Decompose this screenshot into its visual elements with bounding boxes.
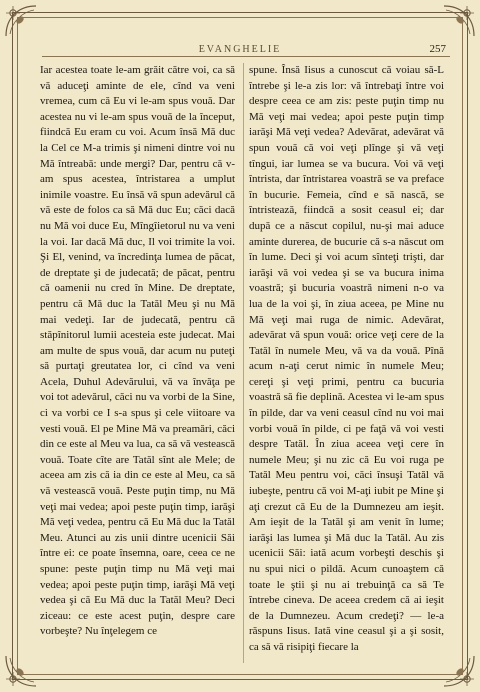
corner-ornament-icon [4, 4, 38, 38]
corner-ornament-icon [442, 654, 476, 688]
column-text: Iar acestea toate le-am grăit către voi, ca să vă aduceţi aminte de ele, cînd va veni vremea, cum că Eu vi le-am spus vouă. Dar acestea nu vi le-am spus vouă de la început, fiindcă Eu eram cu voi. Acum însă Mă duc la Cel ce M-a trimis şi nimeni dintre voi nu Mă întreabă: unde mergi? Dar, pentru că v-am spus acestea, întristarea a umplut inimile voastre. Eu însă vă spun adevărul că vă este de folos ca să Mă duc Eu; căci dacă nu Mă voi duce Eu, Mîngîietorul nu va veni la voi. Iar dacă Mă duc, Il voi trimite la voi. Şi El, venind, va încredinţa lumea de păcat, de dreptate şi de judecată; de păcat, pentru că oamenii nu cred în Mine. De dreptate, pentru că Mă duc la Tatăl Meu şi nu Mă mai vedeţi. Iar de judecată, pentru că stăpînitorul lumii acesteia este judecat. Mai am multe de spus vouă, dar acum nu puteţi să purtaţi greutatea lor, ci cînd va veni Acela, Duhul Adevărului, vă va învăţa pe voi tot adevărul, căci nu va vorbi de la Sine, ci va vorbi ce I s-a spus şi cele viitoare va vesti vouă. El pe Mine Mă va preamări, căci din ce este al Meu va lua, ca să vă vestească vouă. Toate cîte are Tatăl sînt ale Mele; de aceea am zis că ia din ce este al Meu, ca să vă vestească vouă. Peste puţin timp, nu Mă veţi mai vedea; apoi peste puţin timp, iarăşi Mă veţi vedea, pentru că Eu Mă duc la Tatăl Meu. Atunci au zis unii dintre ucenicii Săi între ei: ce poate însemna, oare, ceea ce ne spune: peste puţin timp nu Mă veţi mai vedea; apoi peste puţin timp, iarăşi Mă veţi vedea şi că Eu Mă duc la Tatăl Meu? Deci ziceau: ce este acest puţin, despre care vorbeşte? Nu înţelegem ce [40, 64, 235, 638]
text-column-right [249, 63, 444, 656]
running-title: EVANGHELIE [198, 44, 282, 55]
text-columns [40, 63, 444, 673]
page-number: 257 [429, 43, 446, 55]
column-divider [243, 63, 244, 663]
column-text: spune. Însă Iisus a cunoscut că voiau să-L întrebe şi le-a zis lor: vă întrebaţi între voi despre ceea ce am zis: peste puţin timp nu Mă veţi mai vedea; apoi peste puţin timp iarăşi Mă veţi vedea? Adevărat, adevărat vă spun vouă că voi veţi plînge şi vă veţi tîngui, iar lumea se va bucura. Voi vă veţi întrista, dar întristarea voastră se va preface în bucurie. Femeia, cînd e să nască, se întristează, fiindcă a sosit ceasul ei; dar după ce a născut copilul, nu-şi mai aduce aminte durerea, de bucurie că s-a născut om în lume. Deci şi voi acum sînteţi trişti, dar iarăşi vă voi vedea şi se va bucura inima voastră; şi bucuria voastră nimeni n-o va lua de la voi şi, în ziua aceea, pe Mine nu Mă veţi mai ruga de nimic. Adevărat, adevărat vă spun vouă: orice veţi cere de la Tatăl în numele Meu, vă va da vouă. Pînă acum n-aţi cerut nimic în numele Meu; cereţi şi veţi primi, pentru ca bucuria voastră să fie deplină. Acestea vi le-am spus în pilde, dar va veni ceasul cînd nu voi mai vorbi vouă în pilde, ci pe faţă vă voi vesti despre Tatăl. În ziua aceea veţi cere în numele Meu; şi nu zic că Eu voi ruga pe Tatăl Meu pentru voi, căci însuşi Tatăl vă iubeşte, pentru că voi M-aţi iubit pe Mine şi aţi crezut că Eu de la Dumnezeu am ieşit. Am ieşit de la Tatăl şi am venit în lume; iarăşi las lumea şi Mă duc la Tatăl. Au zis ucenicii Săi: iată acum vorbeşti deschis şi nu spui nici o pildă. Acum cunoaştem că toate le ştii şi nu ai trebuinţă ca să Te întrebe cineva. De aceea credem că ai ieşit de la Dumnezeu. Acum credeţi? — le-a răspuns Iisus. Iată vine ceasul şi a şi sosit, ca să vă risipiţi fiecare la [249, 64, 444, 653]
corner-ornament-icon [442, 4, 476, 38]
page-header [30, 34, 450, 54]
corner-ornament-icon [4, 654, 38, 688]
text-column-left [40, 63, 235, 640]
header-rule [42, 56, 450, 57]
